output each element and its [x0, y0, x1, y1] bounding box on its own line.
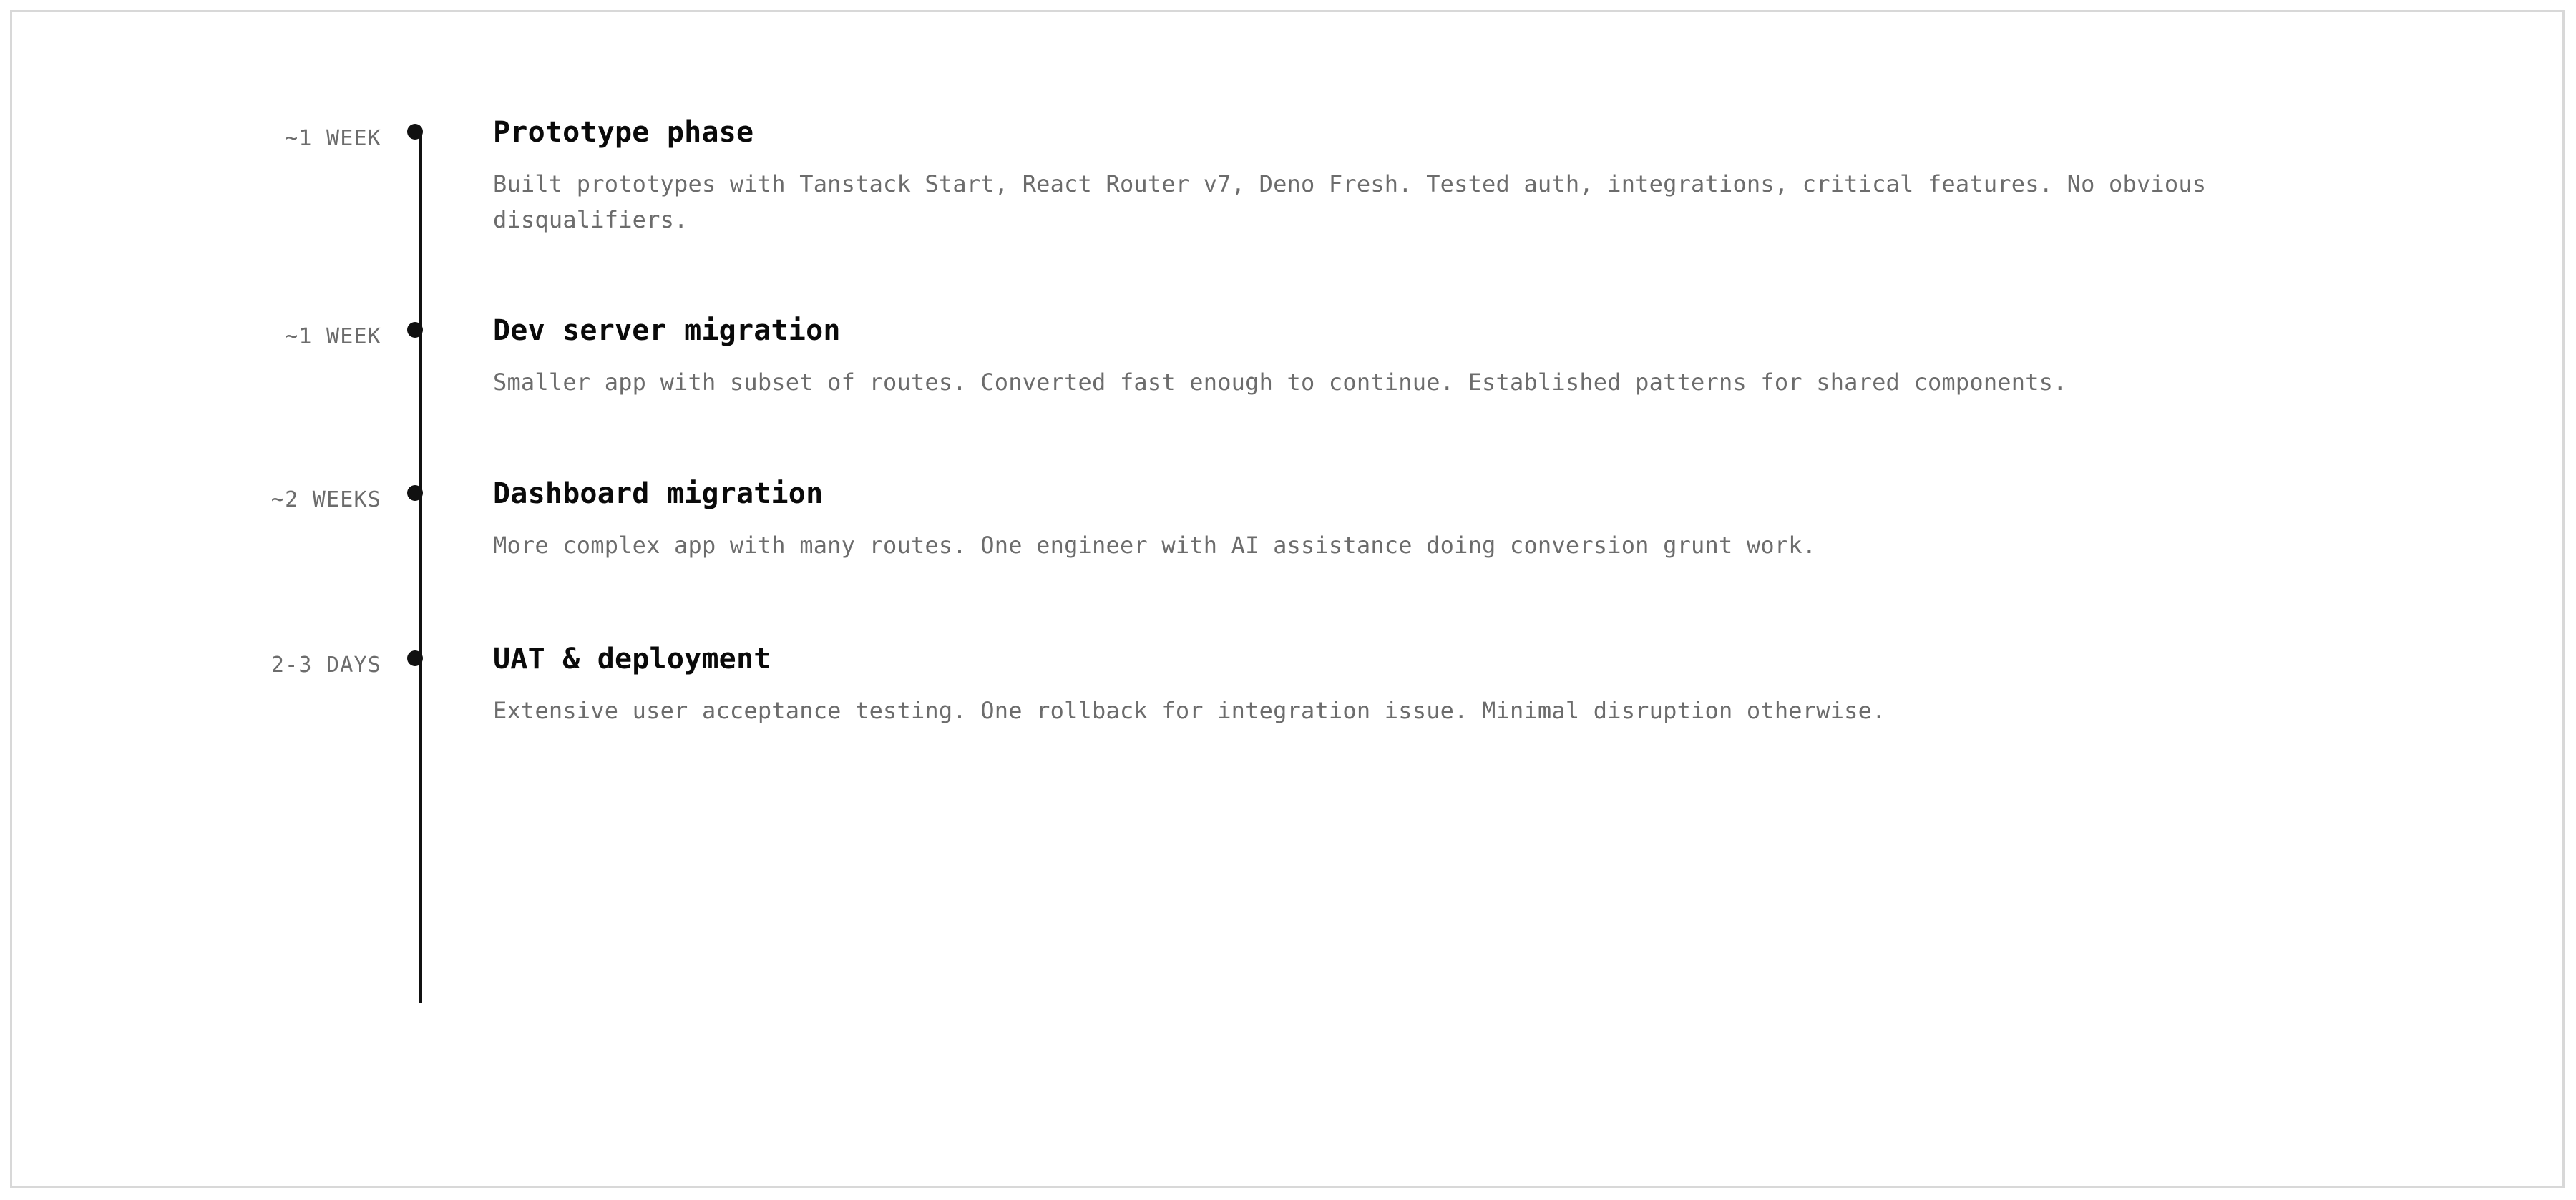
timeline-duration-label: ~1 WEEK — [285, 324, 381, 350]
timeline-dot-icon — [407, 650, 423, 666]
timeline-item — [227, 459, 2445, 564]
timeline — [227, 98, 2445, 729]
timeline-title: Prototype phase — [493, 116, 754, 149]
timeline-dot-icon — [407, 485, 423, 501]
timeline-item — [227, 625, 2445, 729]
timeline-description: Smaller app with subset of routes. Converted fast enough to continue. Established patterns for shared components. — [493, 369, 2067, 396]
timeline-description: More complex app with many routes. One engineer with AI assistance doing conversion grunt work. — [493, 531, 1817, 559]
timeline-duration-label: ~1 WEEK — [285, 126, 381, 151]
timeline-axis-line — [419, 130, 422, 1003]
timeline-title: Dev server migration — [493, 314, 841, 348]
timeline-item — [227, 98, 2445, 238]
timeline-duration-label: 2-3 DAYS — [270, 653, 381, 678]
timeline-item — [227, 296, 2445, 401]
timeline-content — [434, 459, 2445, 564]
timeline-content — [434, 625, 2445, 729]
timeline-title: UAT & deployment — [493, 643, 771, 676]
timeline-description: Extensive user acceptance testing. One rollback for integration issue. Minimal disruption otherwise. — [493, 697, 1886, 725]
timeline-dot-icon — [407, 322, 423, 338]
timeline-content — [434, 296, 2445, 401]
timeline-duration-label: ~2 WEEKS — [270, 487, 381, 512]
timeline-content — [434, 98, 2445, 238]
timeline-dot-icon — [407, 124, 423, 140]
content-frame — [10, 10, 2565, 1188]
timeline-title: Dashboard migration — [493, 477, 824, 510]
timeline-description: Built prototypes with Tanstack Start, React Router v7, Deno Fresh. Tested auth, integrations, critical features. No obvious disqualifiers. — [493, 170, 2207, 233]
